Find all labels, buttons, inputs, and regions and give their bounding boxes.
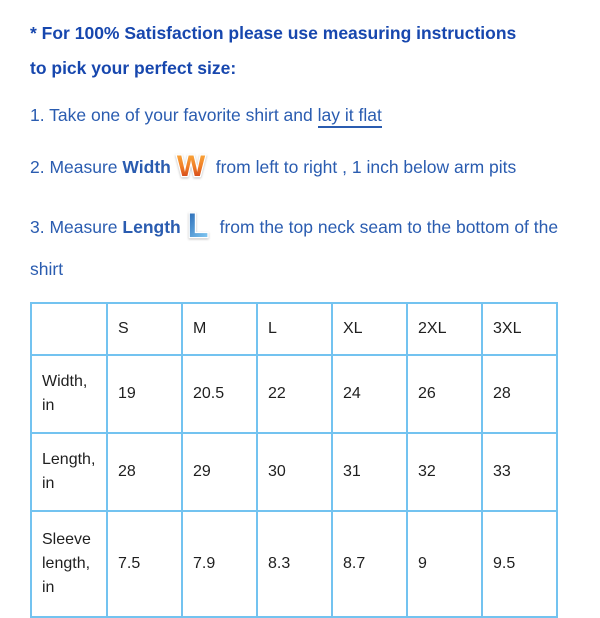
size-header-m: M [182,303,257,355]
sleeve-m-cell: 7.9 [182,511,257,617]
size-header-xl: XL [332,303,407,355]
step-3-text: 3. Measure [30,217,123,238]
heading-line-2: to pick your perfect size: [30,58,237,78]
width-l-cell: 22 [257,355,332,433]
heading-line-1: * For 100% Satisfaction please use measuring instructions [30,23,517,43]
step-3-suffix: from the top neck seam to the bottom of the shirt [30,217,559,279]
width-3xl-cell: 28 [482,355,557,433]
length-l-cell: 30 [257,433,332,511]
row-label-length: Length, in [31,433,107,511]
width-bold-label: Width [122,157,171,178]
table-row-width [31,355,557,433]
letter-w-icon [175,144,207,193]
size-chart-table [30,302,558,618]
width-s-cell: 19 [107,355,182,433]
length-3xl-cell: 33 [482,433,557,511]
lay-it-flat-underlined-text: lay it flat [318,105,382,128]
letter-w-glyph: W [176,150,206,183]
step-2-text: 2. Measure [30,157,123,178]
instruction-step-2 [30,144,572,193]
table-row-sleeve-length [31,511,557,617]
instruction-step-1 [30,100,572,130]
size-header-3xl: 3XL [482,303,557,355]
size-chart-header-row [31,303,557,355]
length-m-cell: 29 [182,433,257,511]
sleeve-s-cell: 7.5 [107,511,182,617]
width-m-cell: 20.5 [182,355,257,433]
instruction-step-3 [30,203,572,284]
satisfaction-heading [30,16,572,86]
sleeve-2xl-cell: 9 [407,511,482,617]
length-xl-cell: 31 [332,433,407,511]
length-2xl-cell: 32 [407,433,482,511]
row-label-width: Width, in [31,355,107,433]
length-bold-label: Length [122,217,181,238]
table-row-length [31,433,557,511]
row-label-sleeve: Sleeve length, in [31,511,107,617]
letter-l-glyph: L [187,207,209,245]
size-header-l: L [257,303,332,355]
size-header-s: S [107,303,182,355]
width-xl-cell: 24 [332,355,407,433]
sleeve-3xl-cell: 9.5 [482,511,557,617]
sleeve-xl-cell: 8.7 [332,511,407,617]
length-s-cell: 28 [107,433,182,511]
size-header-2xl: 2XL [407,303,482,355]
sleeve-l-cell: 8.3 [257,511,332,617]
letter-l-icon [185,203,211,254]
width-2xl-cell: 26 [407,355,482,433]
step-1-text: 1. Take one of your favorite shirt and [30,105,318,125]
step-2-suffix: from left to right , 1 inch below arm pits [210,157,517,178]
corner-cell [31,303,107,355]
